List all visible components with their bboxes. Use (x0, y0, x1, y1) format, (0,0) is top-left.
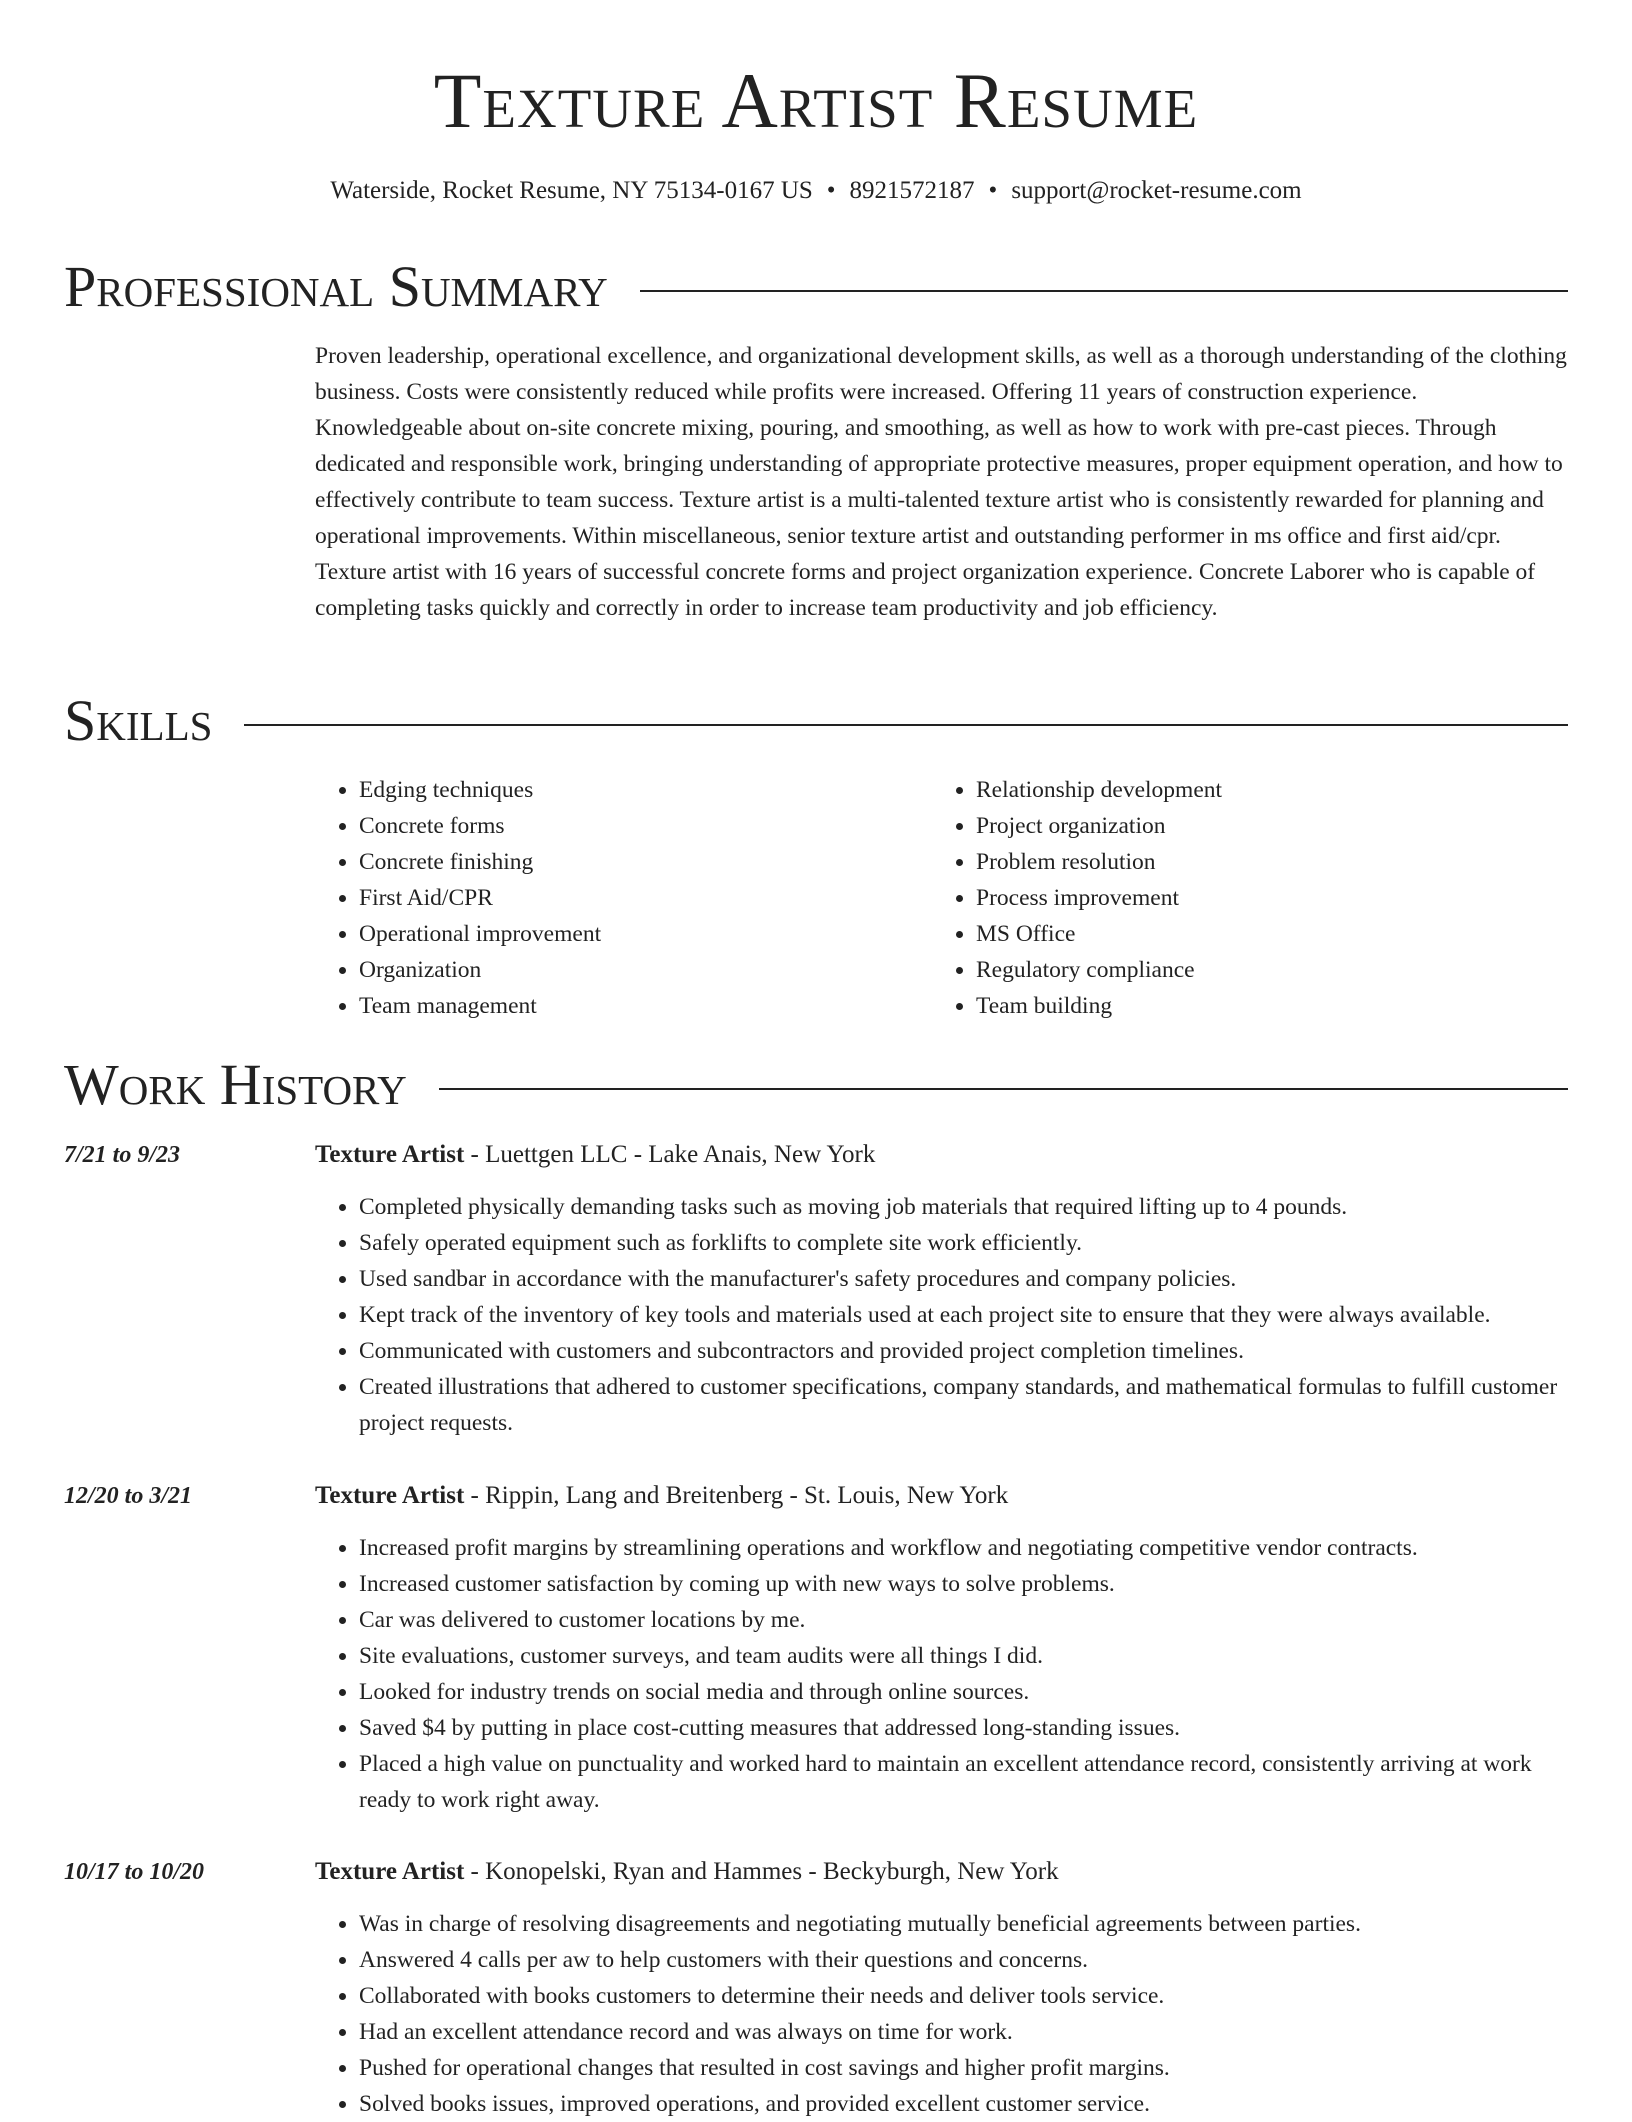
job-duty: • Solved books issues, improved operations, and provided excellent customer service. (359, 2086, 1568, 2122)
job-duty: • Placed a high value on punctuality and worked hard to maintain an excellent attendance record, consistently arriving at work ready to work right away. (359, 1746, 1568, 1818)
job-duty: • Used sandbar in accordance with the manufacturer's safety procedures and company policies. (359, 1261, 1568, 1297)
skill-item: • First Aid/CPR (359, 880, 932, 916)
job-duty: • Increased customer satisfaction by coming up with new ways to solve problems. (359, 1566, 1568, 1602)
contact-email: support@rocket-resume.com (1011, 177, 1302, 204)
resume-title: Texture Artist Resume (433, 57, 1199, 144)
job-duty: • Kept track of the inventory of key tools and materials used at each project site to ensure that they were always available. (359, 1297, 1568, 1333)
job-duty: • Created illustrations that adhered to customer specifications, company standards, and mathematical formulas to fulfill customer project requests. (359, 1369, 1568, 1441)
job-title: Texture Artist (315, 1858, 465, 1885)
section-divider (439, 1088, 1568, 1090)
job-employer: - Rippin, Lang and Breitenberg - St. Louis, New York (464, 1482, 1009, 1509)
job-duty: • Looked for industry trends on social media and through online sources. (359, 1674, 1568, 1710)
section-divider (244, 724, 1568, 726)
work-history-heading: Work History (64, 1052, 407, 1117)
job-header (315, 1137, 875, 1173)
job-duty: • Collaborated with books customers to determine their needs and deliver tools service. (359, 1978, 1568, 2014)
job-duty: • Had an excellent attendance record and was always on time for work. (359, 2014, 1568, 2050)
job-dates: 12/20 to 3/21 (64, 1483, 193, 1509)
job-employer: - Konopelski, Ryan and Hammes - Beckyburgh, New York (464, 1858, 1059, 1885)
job-duty: • Was in charge of resolving disagreements and negotiating mutually beneficial agreements between parties. (359, 1906, 1568, 1942)
skill-item: • Concrete finishing (359, 844, 932, 880)
job-duty: • Answered 4 calls per aw to help customers with their questions and concerns. (359, 1942, 1568, 1978)
job-duty: • Site evaluations, customer surveys, and team audits were all things I did. (359, 1638, 1568, 1674)
job-title: Texture Artist (315, 1482, 465, 1509)
skill-item: • Organization (359, 952, 932, 988)
summary-section-header (64, 254, 1568, 319)
skill-item: • Edging techniques (359, 772, 932, 808)
skills-list (315, 772, 1568, 1024)
summary-heading: Professional Summary (64, 254, 608, 319)
skill-item: • Process improvement (976, 880, 1549, 916)
skill-item: • Problem resolution (976, 844, 1549, 880)
job-duty: • Pushed for operational changes that resulted in cost savings and higher profit margins. (359, 2050, 1568, 2086)
skills-column-left (315, 772, 932, 1024)
work-history-section-header (64, 1052, 1568, 1117)
job-duty: • Increased profit margins by streamlining operations and workflow and negotiating competitive vendor contracts. (359, 1530, 1568, 1566)
job-header (315, 1854, 1059, 1890)
skill-item: • Operational improvement (359, 916, 932, 952)
skill-item: • Team building (976, 988, 1549, 1024)
skills-section-header (64, 688, 1568, 753)
contact-separator: • (826, 177, 836, 204)
skill-item: • Regulatory compliance (976, 952, 1549, 988)
contact-address: Waterside, Rocket Resume, NY 75134-0167 US (330, 177, 813, 204)
job-duties (315, 1530, 1568, 1818)
job-employer: - Luettgen LLC - Lake Anais, New York (464, 1141, 876, 1168)
contact-phone: 8921572187 (849, 177, 975, 204)
skills-heading: Skills (64, 688, 213, 753)
job-duty: • Completed physically demanding tasks such as moving job materials that required lifting up to 4 pounds. (359, 1189, 1568, 1225)
skill-item: • Project organization (976, 808, 1549, 844)
job-duties (315, 1906, 1568, 2122)
job-duties (315, 1189, 1568, 1441)
job-duty: • Safely operated equipment such as forklifts to complete site work efficiently. (359, 1225, 1568, 1261)
contact-separator: • (988, 177, 998, 204)
skill-item: • Team management (359, 988, 932, 1024)
section-divider (640, 290, 1568, 292)
skill-item: • MS Office (976, 916, 1549, 952)
job-title: Texture Artist (315, 1141, 465, 1168)
summary-text: Proven leadership, operational excellence, and organizational development skills, as well as a thorough understanding of the clothing business. Costs were consistently reduced while profits were increased. Offering 11 years of construction experience. Knowledgeable about on-site concrete mixing, pouring, and smoothing, as well as how to work with pre-cast pieces. Through dedicated and responsible work, bringing understanding of appropriate protective measures, proper equipment operation, and how to effectively contribute to team success. Texture artist is a multi-talented texture artist who is consistently rewarded for planning and operational improvements. Within miscellaneous, senior texture artist and outstanding performer in ms office and first aid/cpr. Texture artist with 16 years of successful concrete forms and project organization experience. Concrete Laborer who is capable of completing tasks quickly and correctly in order to increase team productivity and job efficiency. (315, 343, 1567, 621)
job-dates: 7/21 to 9/23 (64, 1142, 181, 1168)
job-dates: 10/17 to 10/20 (64, 1859, 205, 1885)
skill-item: • Relationship development (976, 772, 1549, 808)
job-duty: • Communicated with customers and subcontractors and provided project completion timelines. (359, 1333, 1568, 1369)
skill-item: • Concrete forms (359, 808, 932, 844)
job-duty: • Car was delivered to customer locations by me. (359, 1602, 1568, 1638)
contact-line (64, 176, 1568, 206)
skills-column-right (932, 772, 1549, 1024)
job-header (315, 1478, 1008, 1514)
job-duty: • Saved $4 by putting in place cost-cutting measures that addressed long-standing issues. (359, 1710, 1568, 1746)
